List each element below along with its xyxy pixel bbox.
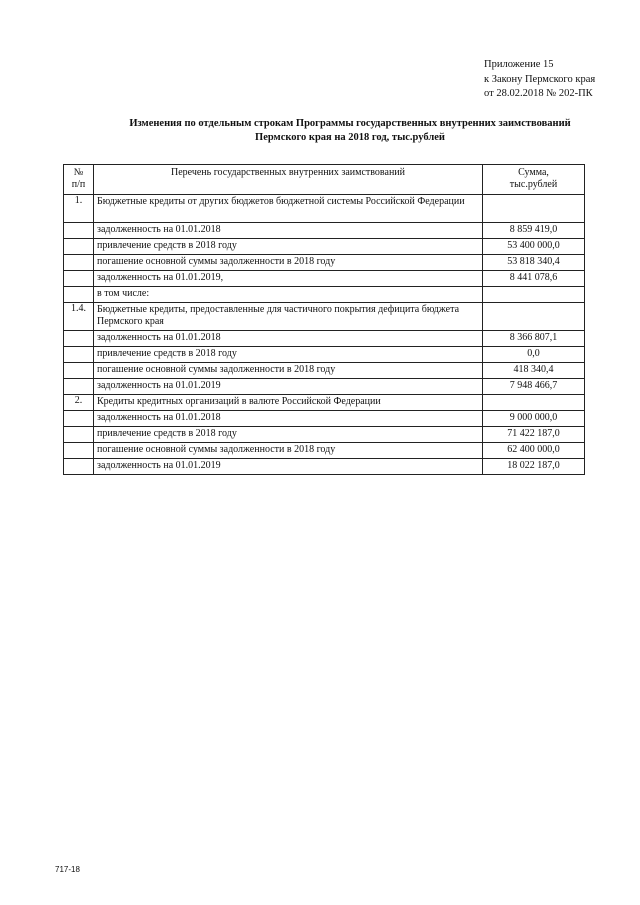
row-number [64, 459, 94, 475]
row-number [64, 239, 94, 255]
row-sum: 71 422 187,0 [483, 427, 585, 443]
row-name: задолженность на 01.01.2019, [94, 271, 483, 287]
table-row [64, 331, 585, 347]
row-sum: 9 000 000,0 [483, 411, 585, 427]
row-number [64, 331, 94, 347]
row-sum [483, 195, 585, 223]
row-number [64, 347, 94, 363]
appendix-reference [484, 58, 595, 102]
table-row [64, 395, 585, 411]
borrowings-table [63, 164, 585, 475]
header-name: Перечень государственных внутренних заимствований [94, 165, 483, 195]
row-name: погашение основной суммы задолженности в 2018 году [94, 255, 483, 271]
row-sum: 53 818 340,4 [483, 255, 585, 271]
header-sum-line-1: Сумма, [518, 167, 549, 178]
row-name: задолженность на 01.01.2018 [94, 223, 483, 239]
table-row [64, 363, 585, 379]
table-row [64, 443, 585, 459]
table-row [64, 427, 585, 443]
row-number [64, 255, 94, 271]
table-row [64, 255, 585, 271]
row-sum: 53 400 000,0 [483, 239, 585, 255]
table-row [64, 287, 585, 303]
row-number: 1.4. [64, 303, 94, 331]
document-title-line-1: Изменения по отдельным строкам Программы государственных внутренних заимствований [129, 118, 571, 129]
row-number [64, 271, 94, 287]
row-name: задолженность на 01.01.2019 [94, 379, 483, 395]
document-title [100, 117, 600, 145]
table-row [64, 303, 585, 331]
table-row [64, 239, 585, 255]
row-sum: 418 340,4 [483, 363, 585, 379]
table-row [64, 271, 585, 287]
row-name: погашение основной суммы задолженности в 2018 году [94, 443, 483, 459]
header-sum-line-2: тыс.рублей [509, 179, 558, 190]
table-row [64, 459, 585, 475]
row-number: 1. [64, 195, 94, 223]
header-number [64, 165, 94, 195]
row-sum [483, 287, 585, 303]
row-number [64, 363, 94, 379]
row-name: привлечение средств в 2018 году [94, 239, 483, 255]
header-sum [483, 165, 585, 195]
table-row [64, 411, 585, 427]
row-name: в том числе: [94, 287, 483, 303]
row-sum: 18 022 187,0 [483, 459, 585, 475]
row-name: задолженность на 01.01.2019 [94, 459, 483, 475]
table-header-row [64, 165, 585, 195]
row-number [64, 379, 94, 395]
appendix-number: Приложение 15 [484, 59, 554, 70]
row-sum: 7 948 466,7 [483, 379, 585, 395]
row-number [64, 287, 94, 303]
row-sum: 62 400 000,0 [483, 443, 585, 459]
header-number-line-2: п/п [71, 179, 86, 190]
row-name: Бюджетные кредиты, предоставленные для частичного покрытия дефицита бюджета Пермского края [94, 303, 483, 331]
row-sum: 8 366 807,1 [483, 331, 585, 347]
row-sum: 8 441 078,6 [483, 271, 585, 287]
appendix-law: к Закону Пермского края [484, 73, 596, 85]
table-row [64, 195, 585, 223]
document-code: 717-18 [55, 865, 80, 874]
table-row [64, 379, 585, 395]
row-name: привлечение средств в 2018 году [94, 427, 483, 443]
row-name: привлечение средств в 2018 году [94, 347, 483, 363]
row-number [64, 443, 94, 459]
row-sum [483, 395, 585, 411]
row-number [64, 223, 94, 239]
table-row [64, 347, 585, 363]
row-name: задолженность на 01.01.2018 [94, 331, 483, 347]
document-title-line-2: Пермского края на 2018 год, тыс.рублей [255, 132, 445, 143]
row-sum: 8 859 419,0 [483, 223, 585, 239]
row-sum [483, 303, 585, 331]
row-name: задолженность на 01.01.2018 [94, 411, 483, 427]
row-name: Кредиты кредитных организаций в валюте Российской Федерации [94, 395, 483, 411]
row-name: погашение основной суммы задолженности в 2018 году [94, 363, 483, 379]
row-number [64, 427, 94, 443]
appendix-date: от 28.02.2018 № 202-ПК [484, 88, 593, 99]
row-number [64, 411, 94, 427]
header-number-line-1: № [73, 167, 84, 178]
row-name: Бюджетные кредиты от других бюджетов бюджетной системы Российской Федерации [94, 195, 483, 223]
row-sum: 0,0 [483, 347, 585, 363]
table-row [64, 223, 585, 239]
row-number: 2. [64, 395, 94, 411]
